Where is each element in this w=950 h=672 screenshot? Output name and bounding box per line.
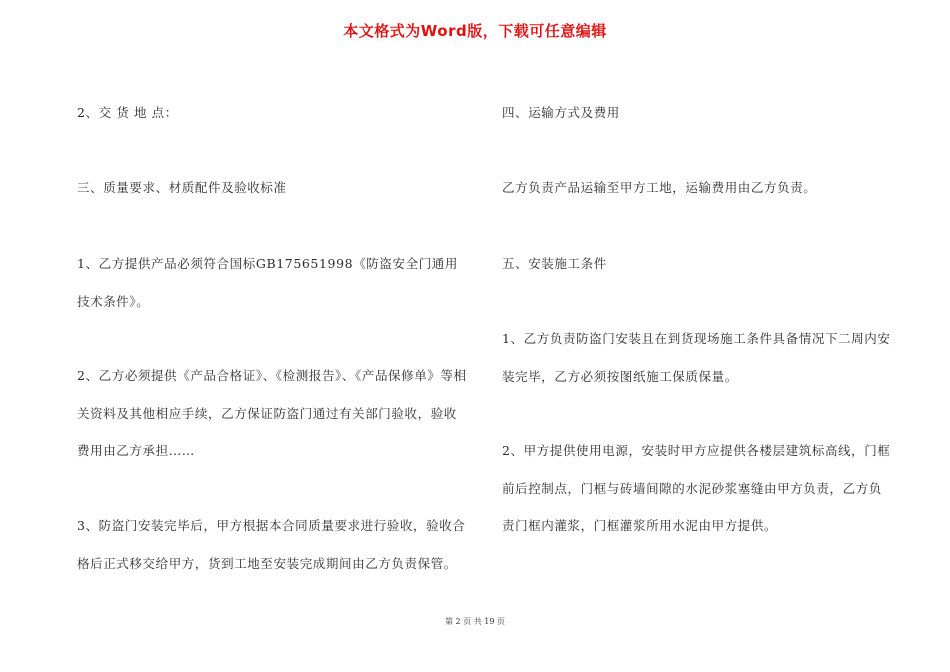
left-paragraph-certificates: 2、乙方必须提供《产品合格证》、《检测报告》、《产品保修单》等相关资料及其他相应手续，乙方保证防盗门通过有关部门验收，验收费用由乙方承担…… [77, 368, 467, 458]
page-number-footer: 第 2 页 共 19 页 [445, 617, 505, 626]
right-heading-transport: 四、运输方式及费用 [502, 105, 620, 120]
right-heading-installation-conditions: 五、安装施工条件 [502, 256, 607, 271]
right-paragraph-transport-cost: 乙方负责产品运输至甲方工地，运输费用由乙方负责。 [502, 180, 817, 195]
left-paragraph-acceptance: 3、防盗门安装完毕后，甲方根据本合同质量要求进行验收，验收合格后正式移交给甲方，货到工地至安装完成期间由乙方负责保管。 [77, 518, 466, 571]
left-paragraph-national-standard: 1、乙方提供产品必须符合国标GB175651998《防盗安全门通用技术条件》。 [77, 256, 459, 309]
left-paragraph-delivery-location: 2、交 货 地 点： [77, 105, 178, 120]
left-heading-quality-requirements: 三、质量要求、材质配件及验收标准 [77, 180, 287, 195]
right-paragraph-power-and-grouting: 2、甲方提供使用电源，安装时甲方应提供各楼层建筑标高线，门框前后控制点，门框与砖墙间隙的水泥砂浆塞缝由甲方负责，乙方负责门框内灌浆，门框灌浆所用水泥由甲方提供。 [502, 443, 891, 533]
right-paragraph-installation-period: 1、乙方负责防盗门安装且在到货现场施工条件具备情况下二周内安装完毕，乙方必须按图纸施工保质保量。 [502, 331, 891, 384]
format-notice-banner: 本文格式为Word版，下载可任意编辑 [343, 22, 607, 40]
